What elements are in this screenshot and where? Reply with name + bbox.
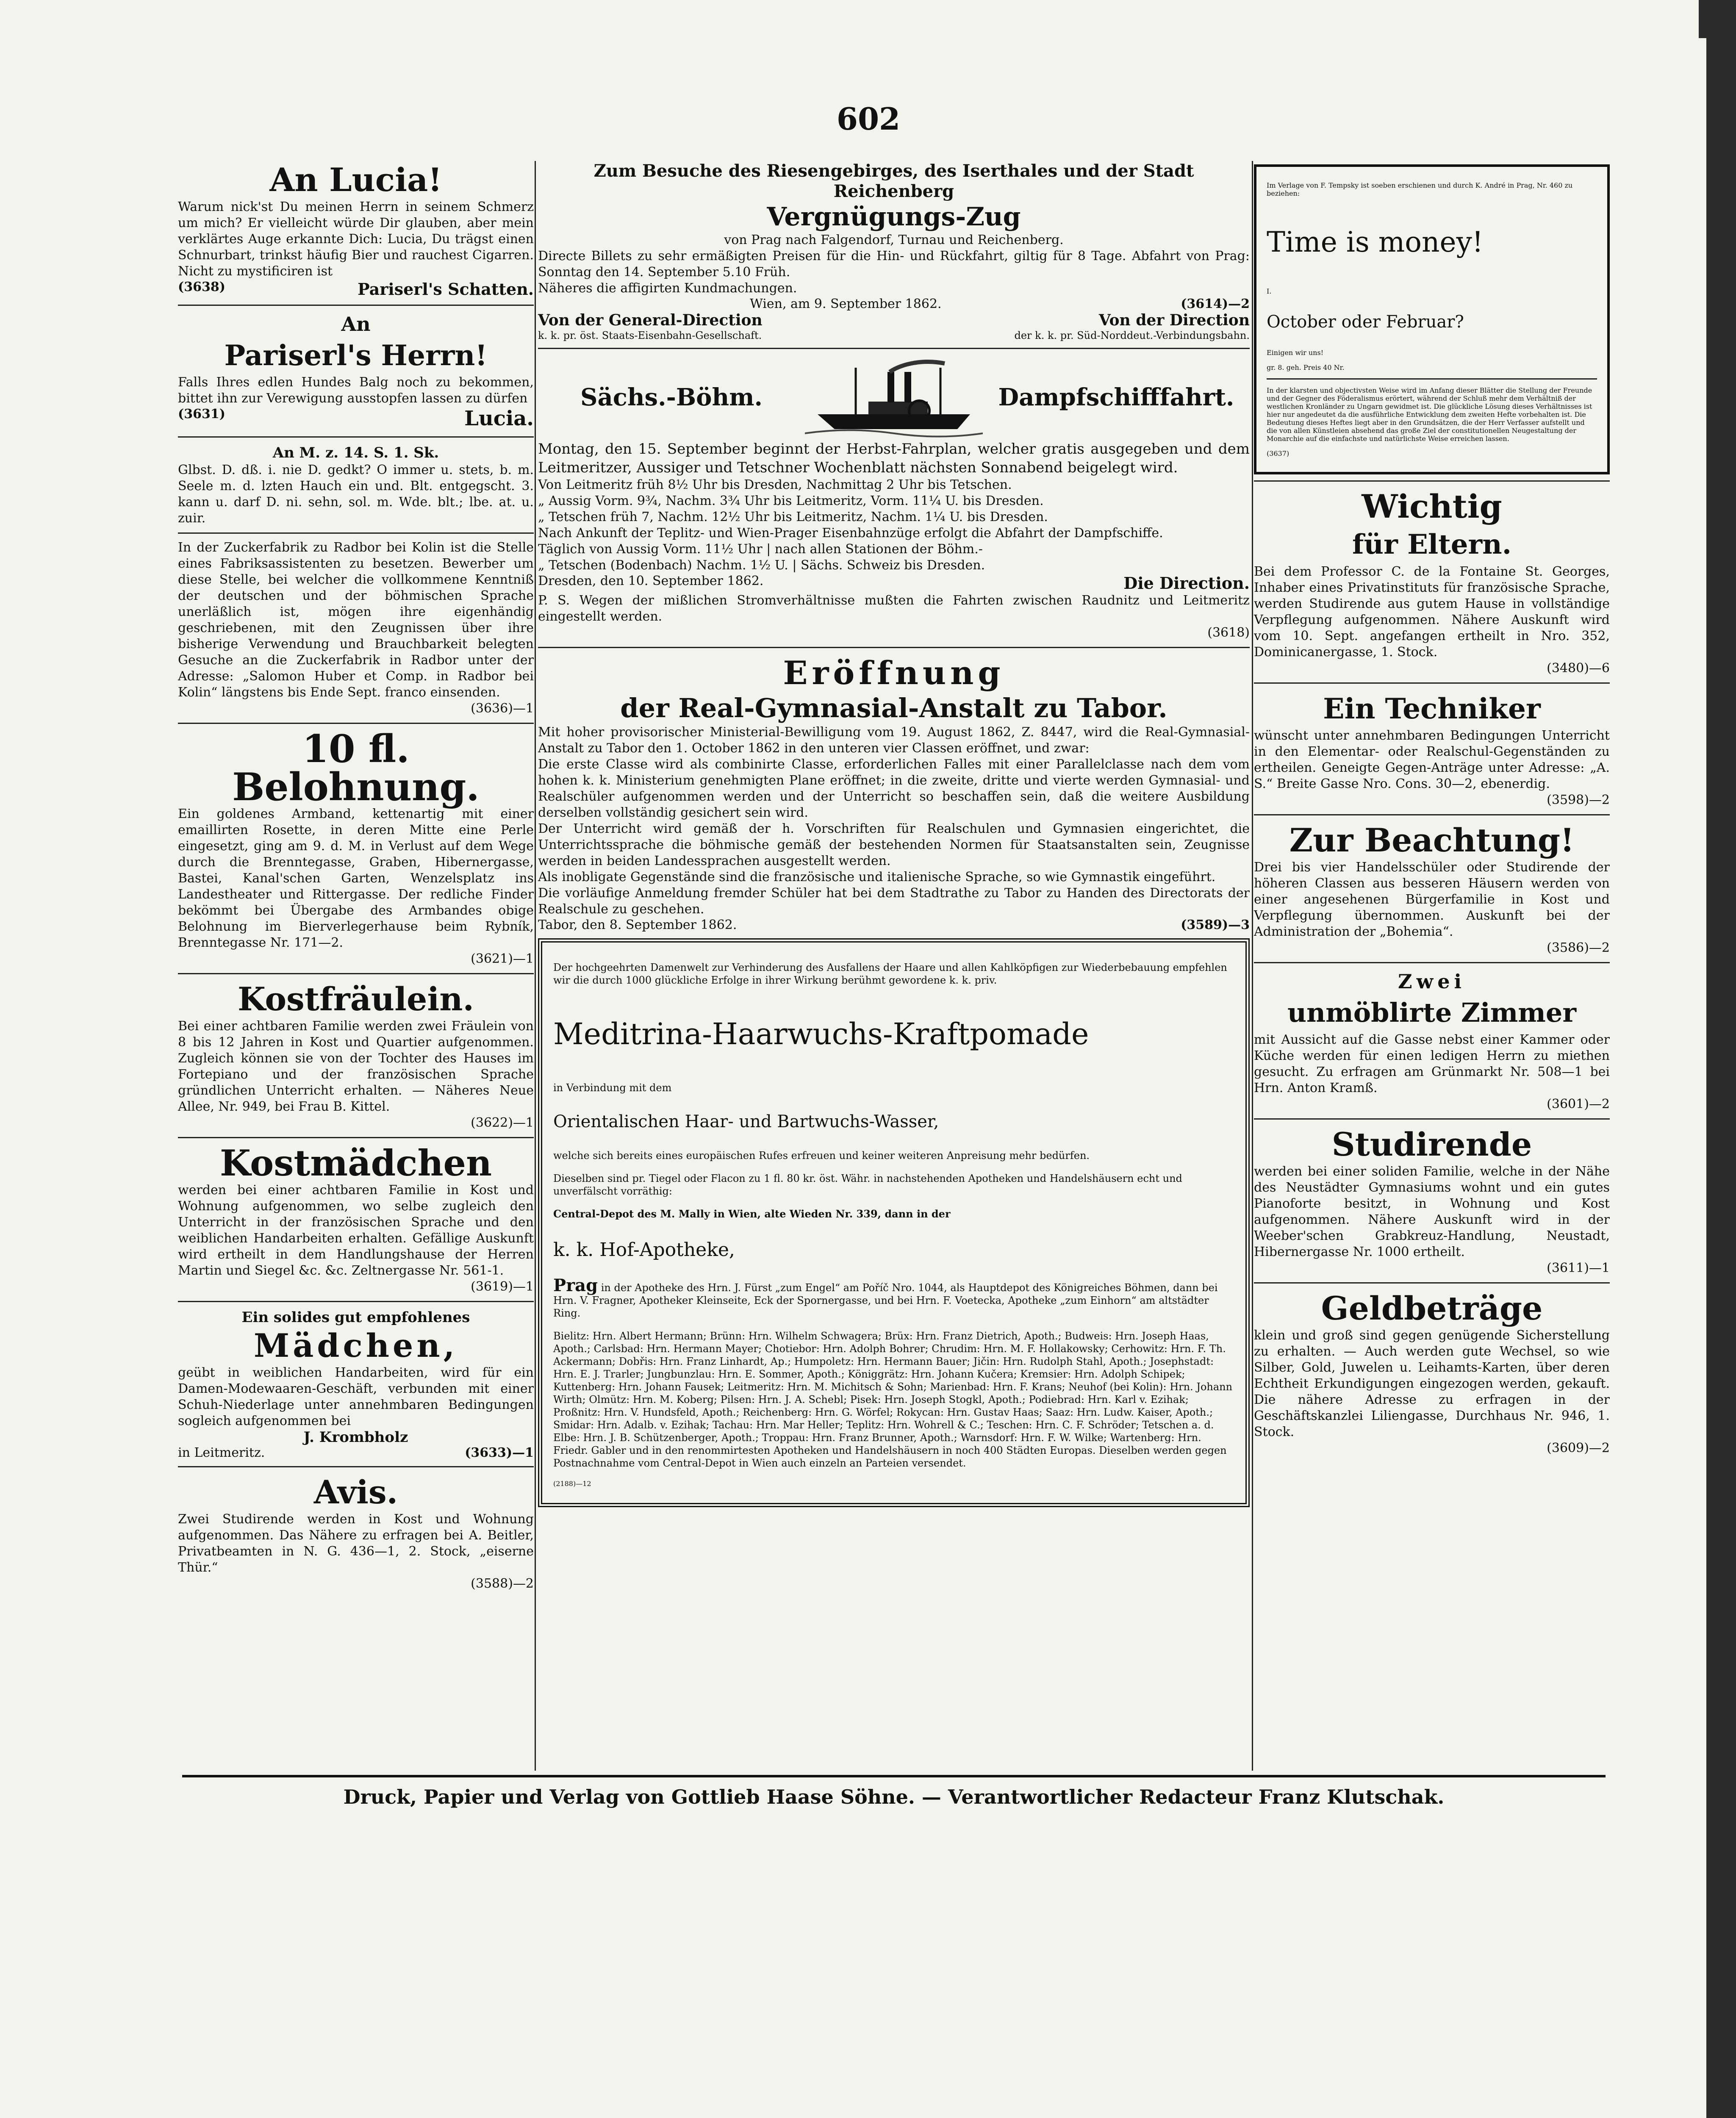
ad-postscript: P. S. Wegen der mißlichen Stromverhältnisse mußten die Fahrten zwischen Raudnitz und Leitmeritz eingestellt werden. [538, 593, 1250, 624]
ad-signature: Von der Direction [1098, 311, 1250, 329]
schedule-line: „ Tetschen (Bodenbach) Nachm. 1½ U. | Sächs. Schweiz bis Dresden. [538, 558, 985, 573]
ad-body: Warum nick'st Du meinen Herrn in seinem Schmerz um mich? Er vielleicht würde Dir glauben, aber mein verklärtes Auge erkannte Dich: Lucia, Du trägst einen Schnurbart, trinkst häufig Bier und rauchest Cigarren. Nicht zu mystificiren ist [178, 200, 534, 279]
ad-code: (3598)—2 [1547, 793, 1610, 807]
ad-body: Bei einer achtbaren Familie werden zwei Fräulein von 8 bis 12 Jahren in Kost und Quartier aufgenommen. Zugleich können sie von der Tochter des Hauses im Fortepiano und der französischen Sprache gründlichen Unterricht erhalten. — Näheres Neue Allee, Nr. 949, bei Frau B. Kittel. [178, 1019, 534, 1114]
schedule-line: Nach Ankunft der Teplitz- und Wien-Prager Eisenbahnzüge erfolgt die Abfahrt der Dampfschiffe. [538, 526, 1163, 541]
ad-title: Zwei [1398, 970, 1466, 993]
ad-dampfschifffahrt [538, 355, 1250, 641]
ad-code: (3601)—2 [1547, 1097, 1610, 1112]
ad-code: (3588)—2 [471, 1576, 534, 1591]
ad-signature: J. Krombholz [303, 1429, 408, 1446]
ad-wichtig-eltern [1254, 488, 1610, 676]
ad-code: (3636)—1 [471, 701, 534, 716]
ad-paragraph: Die erste Classe wird als combinirte Classe, erforderlichen Falles mit einer Parallelclasse nach dem vom hohen k. k. Ministerium genehmigten Plane eröffnet; in die zweite, dritte und vierte werden Gymnasial- und Realschüler aufgenommen werden und der Unterricht so beschaffen sein, daß die weitere Ausbildung derselben vollständig gesichert sein wird. [538, 757, 1250, 820]
ad-body: Zwei Studirende werden in Kost und Wohnung aufgenommen. Das Nähere zu erfragen bei A. Beitler, Privatbeamten in N. G. 436—1, 2. Stock, „eiserne Thür.“ [178, 1512, 534, 1575]
ad-subsignature: der k. k. pr. Süd-Norddeut.-Verbindungsbahn. [1014, 330, 1250, 341]
ad-maedchen [178, 1308, 534, 1460]
divider [1254, 962, 1610, 963]
divider [178, 1466, 534, 1467]
ad-apotheke: k. k. Hof-Apotheke, [553, 1239, 735, 1261]
ad-paragraph: Als inobligate Gegenstände sind die französische und italienische Sprache, so wie Gymnastik eingeführt. [538, 870, 1216, 884]
ad-code: (3611)—1 [1547, 1261, 1610, 1275]
ad-subtitle: Orientalischen Haar- und Bartwuchs-Wasser, [553, 1112, 939, 1131]
column-rule [1252, 161, 1253, 1771]
ad-body: klein und groß sind gegen genügende Sicherstellung zu erhalten. — Auch werden gute Wechsel, so wie Silber, Gold, Juwelen u. Leihamts-Karten, über deren Echtheit Erkundigungen eingezogen werden, gekauft. Die nähere Adresse zu erfragen in der Geschäftskanzlei Liliengasse, Durchhaus Nr. 946, 1. Stock. [1254, 1328, 1610, 1439]
divider [178, 1301, 534, 1302]
ad-code: (3480)—6 [1547, 661, 1610, 676]
ad-city: Prag [553, 1275, 598, 1295]
footer-rule [182, 1775, 1606, 1777]
ad-paragraph: Die vorläufige Anmeldung fremder Schüler hat bei dem Stadtrathe zu Tabor zu Handen des Directorats der Realschule zu geschehen. [538, 886, 1250, 917]
ad-body: mit Aussicht auf die Gasse nebst einer Kammer oder Küche werden für einen ledigen Herrn zu miethen gesucht. Zu erfragen am Grünmarkt Nr. 508—1 bei Hrn. Anton Kramß. [1254, 1032, 1610, 1095]
ad-title: Geldbeträge [1321, 1289, 1543, 1327]
ad-an-lucia [178, 161, 534, 299]
page-number: 602 [836, 101, 901, 137]
ad-place: in Leitmeritz. [178, 1445, 265, 1460]
ad-signature: Die Direction. [1123, 574, 1250, 593]
ad-geldbetraege [1254, 1289, 1610, 1456]
scan-border [1706, 0, 1736, 2118]
ad-title: Mädchen, [253, 1327, 458, 1364]
ad-route: von Prag nach Falgendorf, Turnau und Reichenberg. [724, 233, 1064, 247]
schedule-line: „ Aussig Vorm. 9¾, Nachm. 3¾ Uhr bis Leitmeritz, Vorm. 11¼ U. bis Dresden. [538, 493, 1044, 508]
divider [1254, 480, 1610, 482]
ad-signature: Lucia. [464, 407, 534, 430]
ad-body: wünscht unter annehmbaren Bedingungen Unterricht in den Elementar- oder Realschul-Gegenständen zu ertheilen. Geneigte Gegen-Anträge unter Adresse: „A. S.“ Breite Gasse Nro. Cons. 30—2, ebenerdig. [1254, 728, 1610, 791]
ad-kostfraeulein [178, 980, 534, 1131]
divider [1267, 378, 1597, 380]
ad-subtitle: Einigen wir uns! [1267, 349, 1324, 357]
ad-title: der Real-Gymnasial-Anstalt zu Tabor. [620, 693, 1168, 724]
ad-code: (3618) [1207, 625, 1250, 640]
divider [178, 532, 534, 534]
ad-body: Drei bis vier Handelsschüler oder Studirende der höheren Classen aus besseren Häusern werden von einer angesehenen Bürgerfamilie in Kost und Verpflegung übernommen. Auskunft bei der Administration der „Bohemia“. [1254, 860, 1610, 939]
ad-date: Dresden, den 10. September 1862. [538, 574, 764, 588]
ad-body: werden bei einer soliden Familie, welche in der Nähe des Neustädter Gymnasiums wohnt und ein gutes Pianoforte besitzt, in Wohnung und Kost aufgenommen. Nähere Auskunft wird in der Weeber'schen Grabkreuz-Handlung, Neustadt, Hibernergasse Nr. 1000 ertheilt. [1254, 1164, 1610, 1259]
ad-paragraph: Dieselben sind pr. Tiegel oder Flacon zu 1 fl. 80 kr. öst. Währ. in nachstehenden Apotheken und Handelshäusern echt und unverfälscht vorräthig: [553, 1173, 1182, 1197]
ad-title: Eröffnung [783, 654, 1005, 692]
ad-pariserl [178, 312, 534, 430]
ad-title: unmöblirte Zimmer [1287, 997, 1577, 1028]
ad-body: Bei dem Professor C. de la Fontaine St. Georges, Inhaber eines Privatinstituts für französische Sprache, werden Studirende aus gutem Hause in vollständige Verpflegung aufgenommen. Nähere Auskunft wird vom 10. Sept. angefangen ertheilt in Nro. 352, Dominicanergasse, 1. Stock. [1254, 564, 1610, 660]
ad-title: Sächs.-Böhm. [580, 383, 763, 411]
ad-text: in der Apotheke des Hrn. J. Fürst „zum Engel“ am Poříč Nro. 1044, als Hauptdepot des Königreiches Böhmen, dann bei Hrn. V. Fragner, Apotheker Kleinseite, Eck der Spornergasse, und bei Hrn. F. Voetecka, Apotheke „zum Einhorn“ am altstädter Ring. [553, 1282, 1218, 1319]
ad-code: (3631) [178, 407, 225, 421]
column-middle [538, 161, 1250, 1513]
ad-code: (3638) [178, 280, 225, 294]
ad-body: Falls Ihres edlen Hundes Balg noch zu bekommen, bittet ihn zur Verewigung ausstopfen lassen zu dürfen [178, 375, 534, 406]
ad-body: Ein goldenes Armband, kettenartig mit einer emaillirten Rosette, in deren Mitte eine Perle eingesetzt, ging am 9. d. M. in Verlust auf dem Wege durch die Brenntegasse, Graben, Hibernergasse, Bastei, Kanal'schen Garten, Wenzelsplatz ins Landestheater und Rittergasse. Der redliche Finder bekömmt bei Übergabe des Armbandes obige Belohnung im Bierverlegerhause beim Rybník, Brenntegasse Nr. 171—2. [178, 807, 534, 950]
ad-title: 10 fl. Belohnung. [232, 726, 480, 809]
ad-body: In der klarsten und objectivsten Weise wird im Anfang dieser Blätter die Stellung der Freunde und der Gegner des Föderalismus erörtert, während der Schluß mehr dem Verhältniß der westlichen Kronländer zu Ungarn gewidmet ist. Die glückliche Lösung dieses Verhältnisses ist hier nur angedeutet da die ausführliche Entwicklung dem zweiten Hefte vorbehalten ist. Die Bedeutung dieses Heftes liegt aber in den Grundsätzen, die der Herr Verfasser aufstellt und die von allen Künstleien absehend das große Ziel der constitutionellen Neugestaltung der Monarchie auf die einfachste und natürlichste Weise erreichen lassen. [1267, 386, 1592, 443]
divider [1254, 814, 1610, 815]
ad-body: werden bei einer achtbaren Familie in Kost und Wohnung aufgenommen, wo selbe zugleich den Unterricht in der französischen Sprache und den weiblichen Handarbeiten erhalten. Gefällige Auskunft wird ertheilt in dem Handlungshause der Herren Martin und Siegel &c. &c. Zeltnergasse Nr. 561-1. [178, 1183, 534, 1278]
ad-code: (3586)—2 [1547, 940, 1610, 955]
imprint-footer: Druck, Papier und Verlag von Gottlieb Haase Söhne. — Verantwortlicher Redacteur Franz Klutschak. [343, 1785, 1445, 1808]
divider [178, 1137, 534, 1138]
divider [178, 436, 534, 438]
ad-price: gr. 8. geh. Preis 40 Nr. [1267, 363, 1345, 371]
divider [1254, 1118, 1610, 1120]
ad-title: Meditrina-Haarwuchs-Kraftpomade [553, 1017, 1089, 1051]
ad-code: (3614)—2 [1181, 297, 1250, 311]
ad-kostmaedchen [178, 1144, 534, 1295]
ad-note: Näheres die affigirten Kundmachungen. [538, 281, 797, 296]
divider [1254, 1282, 1610, 1284]
ad-code: (3633)—1 [465, 1445, 534, 1460]
ad-code: (3609)—2 [1547, 1441, 1610, 1455]
ad-title: Kostfräulein. [237, 980, 474, 1018]
ad-intro: Montag, den 15. September beginnt der Herbst-Fahrplan, welcher gratis ausgegeben und dem Leitmeritzer, Aussiger und Tetschner Wochenblatt nächsten Sonnabend beigelegt wird. [538, 441, 1250, 476]
ad-code: (3619)—1 [471, 1279, 534, 1294]
divider [178, 305, 534, 306]
ad-paragraph: Central-Depot des M. Mally in Wien, alte Wieden Nr. 339, dann in der [553, 1208, 951, 1220]
ad-title: für Eltern. [1352, 529, 1511, 560]
ad-gymnasium [538, 654, 1250, 932]
ad-techniker [1254, 690, 1610, 808]
ad-code: (3637) [1267, 449, 1290, 457]
column-right [1254, 161, 1610, 1462]
ad-code: (2188)—12 [553, 1480, 591, 1488]
ad-subsignature: k. k. pr. öst. Staats-Eisenbahn-Gesellschaft. [538, 330, 762, 341]
ad-title: Wichtig [1362, 488, 1502, 525]
ad-title: Ein Techniker [1323, 692, 1541, 725]
ad-code: (3589)—3 [1181, 918, 1250, 932]
ad-body: Directe Billets zu sehr ermäßigten Preisen für die Hin- und Rückfahrt, giltig für 8 Tage. Abfahrt von Prag: Sonntag den 14. September 5.10 Früh. [538, 249, 1250, 280]
ad-title: Dampfschifffahrt. [998, 383, 1234, 411]
ad-beachtung [1254, 821, 1610, 956]
schedule-line: Täglich von Aussig Vorm. 11½ Uhr | nach allen Stationen der Böhm.- [538, 542, 983, 557]
ad-belohnung [178, 726, 534, 967]
column-left [178, 161, 534, 1598]
ad-title: An [341, 313, 371, 335]
ad-title: Avis. [313, 1473, 398, 1511]
ad-subtitle: October oder Februar? [1267, 312, 1464, 332]
steamship-icon [805, 355, 983, 440]
ad-heading: Zum Besuche des Riesengebirges, des Iserthales und der Stadt Reichenberg [593, 161, 1194, 201]
ad-title: An Lucia! [269, 161, 442, 199]
ad-title: Zur Beachtung! [1289, 821, 1575, 859]
ad-intro: Der hochgeehrten Damenwelt zur Verhinderung des Ausfallens der Haare und allen Kahlköpfigen zur Wiederbebauung empfehlen wir die durch 1000 glückliche Erfolge in ihrer Wirkung berühmt gewordene k. k. priv. [553, 962, 1227, 986]
ad-title: Studirende [1331, 1126, 1532, 1163]
divider [178, 723, 534, 724]
ad-body: In der Zuckerfabrik zu Radbor bei Kolin ist die Stelle eines Fabriksassistenten zu besetzen. Bewerber um diese Stelle, bei welcher die vollkommene Kenntniß der deutschen und der böhmischen Sprache unerläßlich ist, mögen ihre eigenhändig geschriebenen, mit den Zeugnissen über ihre bisherige Verwendung und Brauchbarkeit belegten Gesuche an die Zuckerfabrik in Radbor unter der Adresse: „Salomon Huber et Comp. in Radbor bei Kolin“ längstens bis Ende Sept. franco einsenden. [178, 540, 534, 700]
column-rule [535, 161, 536, 1771]
ad-dealer-list: Bielitz: Hrn. Albert Hermann; Brünn: Hrn. Wilhelm Schwagera; Brüx: Hrn. Franz Dietrich, Apoth.; Budweis: Hrn. Joseph Haas, Apoth.; Carlsbad: Hrn. Hermann Mayer; Chotiebor: Hrn. Adolph Bohrer; Chrudim: Hrn. M. F. Hollakowsky; Cerhowitz: Hrn. F. Th. Ackermann; Dobřis: Hrn. Franz Linhardt, Ap.; Humpoletz: Hrn. Hermann Bauer; Jičin: Hrn. Rudolph Stahl, Apoth.; Josephstadt: Hrn. E. J. Trarler; Jungbunzlau: Hrn. E. Sommer, Apoth.; Königgrätz: Hrn. Johann Kučera; Kremsier: Hrn. Adolph Schipek; Kuttenberg: Hrn. Johann Fausek; Leitmeritz: Hrn. M. Michitsch & Sohn; Marienbad: Hrn. F. Krans; Neuhof (bei Kolin): Hrn. Johann Wirth; Olmütz: Hrn. M. Koberg; Pilsen: Hrn. J. A. Schebl; Pisek: Hrn. Joseph Stogkl, Apoth.; Podiebrad: Hrn. Karl v. Ezihak; Proßnitz: Hrn. V. Hundsfeld, Apoth.; Reichenberg: Hrn. G. Wörfel; Rokycan: Hrn. Gustav Haas; Saaz: Hrn. Ludw. Kaiser, Apoth.; Smidar: Hrn. Adalb. v. Ezihak; Tachau: Hrn. Mar Heller; Teplitz: Hrn. Wohrell & C.; Teschen: Hrn. C. F. Schröder; Tetschen a. d. Elbe: Hrn. J. B. Schützenberger, Apoth.; Troppau: Hrn. Franz Brunner, Apoth.; Warnsdorf: Hrn. F. W. Wilke; Wartenberg: Hrn. Friedr. Gabler und in den renommirtesten Apotheken und Handelshäusern in noch 400 Städten Europas. Dieselben werden gegen Postnachnahme vom Central-Depot in Wien auch einzeln an Parteien versendet. [553, 1330, 1233, 1469]
ad-title: Time is money! [1267, 226, 1484, 258]
ad-signature: Von der General-Direction [538, 311, 763, 329]
ad-intro: Im Verlage von F. Tempsky ist soeben erschienen und durch K. André in Prag, Nr. 460 zu beziehen: [1267, 181, 1573, 197]
schedule-line: Von Leitmeritz früh 8½ Uhr bis Dresden, Nachmittag 2 Uhr bis Tetschen. [538, 477, 1012, 492]
ad-avis [178, 1473, 534, 1592]
divider [538, 647, 1250, 648]
ad-vergnuegungszug [538, 161, 1250, 342]
ad-date: Wien, am 9. September 1862. [750, 297, 942, 311]
ad-title: Pariserl's Herrn! [224, 339, 488, 372]
scan-border-top [1699, 0, 1736, 38]
ad-zimmer [1254, 969, 1610, 1112]
ad-code: (3621)—1 [471, 951, 534, 966]
ad-paragraph: Mit hoher provisorischer Ministerial-Bewilligung vom 19. August 1862, Z. 8447, wird die Real-Gymnasial-Anstalt zu Tabor den 1. October 1862 in den unteren vier Classen eröffnet, und zwar: [538, 725, 1250, 756]
ad-date: Tabor, den 8. September 1862. [538, 918, 737, 932]
divider [178, 973, 534, 974]
schedule-line: „ Tetschen früh 7, Nachm. 12½ Uhr bis Leitmeritz, Nachm. 1¼ U. bis Dresden. [538, 510, 1048, 524]
ad-zuckerfabrik [178, 540, 534, 717]
ad-studirende [1254, 1126, 1610, 1276]
ad-paragraph: welche sich bereits eines europäischen Rufes erfreuen und keiner weiteren Anpreisung mehr bedürfen. [553, 1150, 1090, 1162]
ad-number: I. [1267, 287, 1272, 295]
ad-paragraph [553, 1275, 1234, 1320]
ad-signature: Pariserl's Schatten. [358, 280, 534, 299]
ad-meditrina [538, 938, 1250, 1507]
ad-body: geübt in weiblichen Handarbeiten, wird für ein Damen-Modewaaren-Geschäft, verbunden mit einer Schuh-Niederlage unter annehmbaren Bedingungen sogleich aufgenommen bei [178, 1365, 534, 1428]
ad-title: Kostmädchen [219, 1142, 492, 1184]
ad-connector: in Verbindung mit dem [553, 1082, 672, 1094]
ad-an-mz [178, 444, 534, 527]
ad-body: Glbst. D. dß. i. nie D. gedkt? O immer u. stets, b. m. Seele m. d. lzten Hauch ein und. Blt. entgegscht. 3. kann u. darf D. ni. sehn, sol. m. Wde. blt.; lbe. at. u. zuir. [178, 463, 534, 526]
ad-paragraph: Der Unterricht wird gemäß der h. Vorschriften für Realschulen und Gymnasien eingerichtet, die Unterrichtssprache die böhmische gemäß der bestehenden Normen für Staatsanstalten sein, Zeugnisse werden in beiden Landessprachen ausgestellt werden. [538, 821, 1250, 868]
divider [1254, 682, 1610, 684]
divider [538, 348, 1250, 349]
ad-code: (3622)—1 [471, 1115, 534, 1130]
ad-time-is-money [1254, 164, 1610, 474]
ad-title: Vergnügungs-Zug [767, 202, 1021, 232]
ad-title: An M. z. 14. S. 1. Sk. [272, 444, 439, 461]
ad-title: Ein solides gut empfohlenes [241, 1309, 470, 1326]
